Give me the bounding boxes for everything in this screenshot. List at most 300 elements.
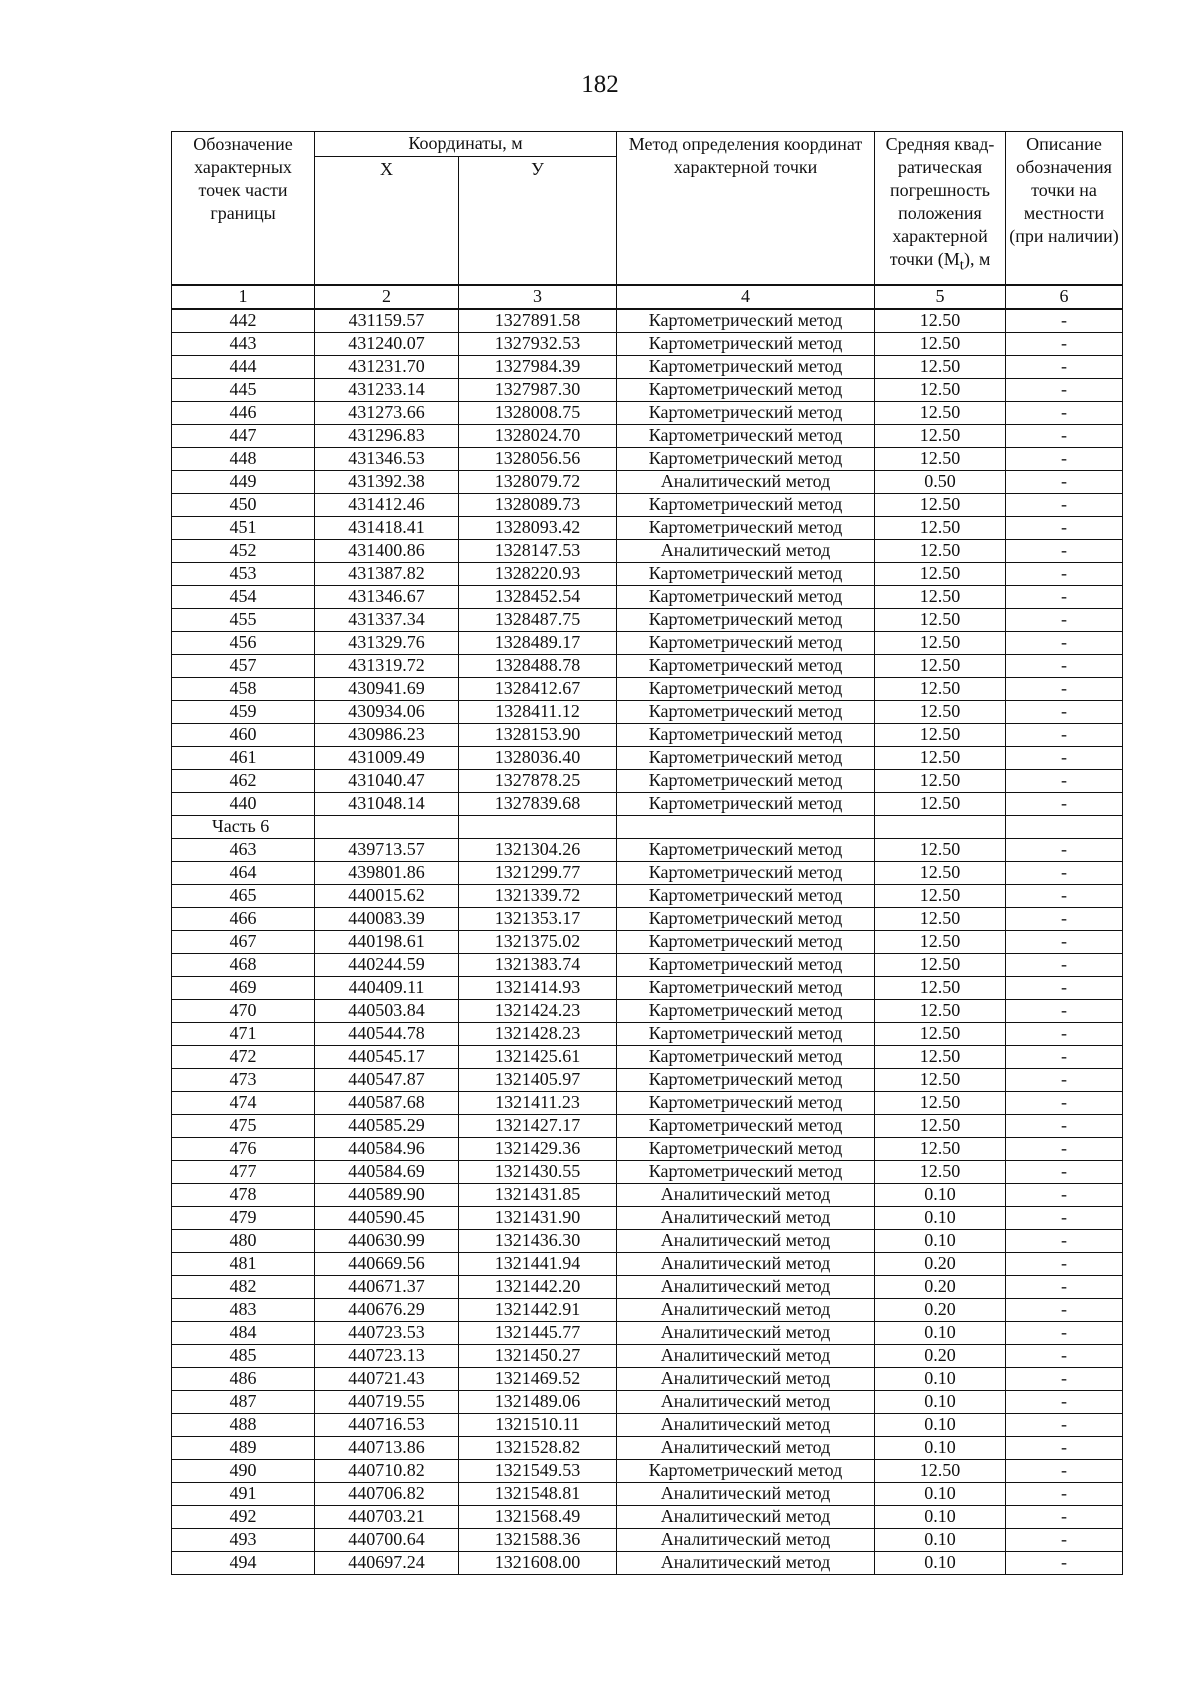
- method-cell: Картометрический метод: [617, 562, 875, 585]
- method-cell: Аналитический метод: [617, 1390, 875, 1413]
- table-row: [172, 1505, 1123, 1528]
- description-cell: -: [1006, 1022, 1123, 1045]
- point-id-cell: 480: [172, 1229, 315, 1252]
- error-cell: 12.50: [875, 447, 1006, 470]
- y-coordinate-cell: 1321429.36: [459, 1137, 617, 1160]
- error-cell: 12.50: [875, 493, 1006, 516]
- method-cell: Картометрический метод: [617, 700, 875, 723]
- x-coordinate-cell: 431319.72: [315, 654, 459, 677]
- x-coordinate-cell: 431240.07: [315, 332, 459, 355]
- point-id-cell: 477: [172, 1160, 315, 1183]
- method-cell: Картометрический метод: [617, 1114, 875, 1137]
- column-number: 4: [617, 285, 875, 309]
- error-cell: 12.50: [875, 746, 1006, 769]
- description-cell: -: [1006, 562, 1123, 585]
- y-coordinate-cell: 1328452.54: [459, 585, 617, 608]
- point-id-cell: 483: [172, 1298, 315, 1321]
- point-id-cell: 488: [172, 1413, 315, 1436]
- description-cell: -: [1006, 677, 1123, 700]
- empty-cell: [315, 815, 459, 838]
- error-cell: 0.10: [875, 1206, 1006, 1229]
- table-row: [172, 861, 1123, 884]
- y-coordinate-cell: 1321411.23: [459, 1091, 617, 1114]
- point-id-cell: 462: [172, 769, 315, 792]
- point-id-cell: 467: [172, 930, 315, 953]
- error-cell: 12.50: [875, 930, 1006, 953]
- table-row: [172, 585, 1123, 608]
- y-coordinate-cell: 1328488.78: [459, 654, 617, 677]
- method-cell: Картометрический метод: [617, 516, 875, 539]
- method-cell: Картометрический метод: [617, 953, 875, 976]
- description-cell: -: [1006, 355, 1123, 378]
- error-cell: 0.10: [875, 1482, 1006, 1505]
- table-row: [172, 1298, 1123, 1321]
- y-coordinate-cell: 1321450.27: [459, 1344, 617, 1367]
- error-cell: 0.10: [875, 1413, 1006, 1436]
- x-coordinate-cell: 431040.47: [315, 769, 459, 792]
- description-cell: -: [1006, 1114, 1123, 1137]
- table-row: [172, 539, 1123, 562]
- description-cell: -: [1006, 884, 1123, 907]
- x-coordinate-cell: 431296.83: [315, 424, 459, 447]
- y-coordinate-cell: 1321424.23: [459, 999, 617, 1022]
- x-coordinate-cell: 440409.11: [315, 976, 459, 999]
- y-coordinate-cell: 1321425.61: [459, 1045, 617, 1068]
- method-cell: Картометрический метод: [617, 585, 875, 608]
- error-cell: 0.10: [875, 1390, 1006, 1413]
- description-cell: -: [1006, 700, 1123, 723]
- description-cell: -: [1006, 1298, 1123, 1321]
- y-coordinate-cell: 1328489.17: [459, 631, 617, 654]
- error-cell: 12.50: [875, 861, 1006, 884]
- table-row: [172, 907, 1123, 930]
- point-id-cell: 453: [172, 562, 315, 585]
- error-cell: 12.50: [875, 309, 1006, 333]
- description-cell: -: [1006, 608, 1123, 631]
- description-cell: -: [1006, 1551, 1123, 1574]
- method-cell: Картометрический метод: [617, 930, 875, 953]
- x-coordinate-cell: 440713.86: [315, 1436, 459, 1459]
- method-cell: Картометрический метод: [617, 493, 875, 516]
- error-cell: 12.50: [875, 1160, 1006, 1183]
- error-cell: 12.50: [875, 907, 1006, 930]
- table-row: [172, 953, 1123, 976]
- table-row: [172, 769, 1123, 792]
- y-coordinate-cell: 1327984.39: [459, 355, 617, 378]
- method-cell: Аналитический метод: [617, 1528, 875, 1551]
- table-row: [172, 1068, 1123, 1091]
- method-cell: Картометрический метод: [617, 677, 875, 700]
- y-coordinate-cell: 1327839.68: [459, 792, 617, 815]
- table-row: [172, 1114, 1123, 1137]
- x-coordinate-cell: 431048.14: [315, 792, 459, 815]
- x-coordinate-cell: 440706.82: [315, 1482, 459, 1505]
- method-cell: Картометрический метод: [617, 309, 875, 333]
- point-id-cell: 489: [172, 1436, 315, 1459]
- x-coordinate-cell: 440697.24: [315, 1551, 459, 1574]
- point-id-cell: 492: [172, 1505, 315, 1528]
- empty-cell: [1006, 815, 1123, 838]
- error-cell: 12.50: [875, 424, 1006, 447]
- table-row: [172, 1482, 1123, 1505]
- y-coordinate-cell: 1321549.53: [459, 1459, 617, 1482]
- description-cell: -: [1006, 1252, 1123, 1275]
- empty-cell: [875, 815, 1006, 838]
- method-cell: Аналитический метод: [617, 1482, 875, 1505]
- y-coordinate-cell: 1321445.77: [459, 1321, 617, 1344]
- description-cell: -: [1006, 792, 1123, 815]
- description-cell: -: [1006, 332, 1123, 355]
- header-point-designation: Обозначение характерных точек части границы: [172, 132, 315, 285]
- point-id-cell: 445: [172, 378, 315, 401]
- point-id-cell: 484: [172, 1321, 315, 1344]
- description-cell: -: [1006, 1505, 1123, 1528]
- x-coordinate-cell: 430934.06: [315, 700, 459, 723]
- method-cell: Аналитический метод: [617, 1275, 875, 1298]
- point-id-cell: 487: [172, 1390, 315, 1413]
- point-id-cell: 472: [172, 1045, 315, 1068]
- table-row: [172, 516, 1123, 539]
- y-coordinate-cell: 1321299.77: [459, 861, 617, 884]
- x-coordinate-cell: 440589.90: [315, 1183, 459, 1206]
- header-description: Описание обозначения точки на местности (при наличии): [1006, 132, 1123, 285]
- description-cell: -: [1006, 585, 1123, 608]
- description-cell: -: [1006, 424, 1123, 447]
- y-coordinate-cell: 1321528.82: [459, 1436, 617, 1459]
- description-cell: -: [1006, 654, 1123, 677]
- error-cell: 12.50: [875, 677, 1006, 700]
- table-row: [172, 608, 1123, 631]
- y-coordinate-cell: 1321510.11: [459, 1413, 617, 1436]
- table-row: [172, 1390, 1123, 1413]
- error-cell: 12.50: [875, 654, 1006, 677]
- method-cell: Аналитический метод: [617, 470, 875, 493]
- table-body: [172, 309, 1123, 1575]
- table-row: [172, 355, 1123, 378]
- x-coordinate-cell: 440585.29: [315, 1114, 459, 1137]
- y-coordinate-cell: 1328412.67: [459, 677, 617, 700]
- error-cell: 0.10: [875, 1551, 1006, 1574]
- method-cell: Аналитический метод: [617, 1206, 875, 1229]
- table-row: [172, 562, 1123, 585]
- method-cell: Картометрический метод: [617, 884, 875, 907]
- y-coordinate-cell: 1321375.02: [459, 930, 617, 953]
- column-number: 5: [875, 285, 1006, 309]
- error-cell: 0.10: [875, 1321, 1006, 1344]
- method-cell: Картометрический метод: [617, 1022, 875, 1045]
- error-cell: 0.20: [875, 1298, 1006, 1321]
- point-id-cell: 478: [172, 1183, 315, 1206]
- error-cell: 12.50: [875, 332, 1006, 355]
- y-coordinate-cell: 1321441.94: [459, 1252, 617, 1275]
- description-cell: -: [1006, 1413, 1123, 1436]
- method-cell: Аналитический метод: [617, 1436, 875, 1459]
- table-row: [172, 309, 1123, 333]
- error-cell: 0.20: [875, 1344, 1006, 1367]
- method-cell: Картометрический метод: [617, 447, 875, 470]
- x-coordinate-cell: 440719.55: [315, 1390, 459, 1413]
- method-cell: Картометрический метод: [617, 355, 875, 378]
- point-id-cell: 449: [172, 470, 315, 493]
- y-coordinate-cell: 1328487.75: [459, 608, 617, 631]
- y-coordinate-cell: 1328093.42: [459, 516, 617, 539]
- error-cell: 12.50: [875, 976, 1006, 999]
- method-cell: Картометрический метод: [617, 654, 875, 677]
- error-cell: 0.20: [875, 1252, 1006, 1275]
- x-coordinate-cell: 440716.53: [315, 1413, 459, 1436]
- table-row: [172, 838, 1123, 861]
- method-cell: Картометрический метод: [617, 631, 875, 654]
- x-coordinate-cell: 440198.61: [315, 930, 459, 953]
- y-coordinate-cell: 1328036.40: [459, 746, 617, 769]
- table-row: [172, 1045, 1123, 1068]
- x-coordinate-cell: 440723.13: [315, 1344, 459, 1367]
- y-coordinate-cell: 1321431.85: [459, 1183, 617, 1206]
- point-id-cell: 470: [172, 999, 315, 1022]
- description-cell: -: [1006, 1275, 1123, 1298]
- method-cell: Аналитический метод: [617, 1551, 875, 1574]
- method-cell: Картометрический метод: [617, 746, 875, 769]
- y-coordinate-cell: 1321442.20: [459, 1275, 617, 1298]
- x-coordinate-cell: 430941.69: [315, 677, 459, 700]
- method-cell: Картометрический метод: [617, 769, 875, 792]
- table-row: [172, 677, 1123, 700]
- method-cell: Картометрический метод: [617, 608, 875, 631]
- y-coordinate-cell: 1321304.26: [459, 838, 617, 861]
- y-coordinate-cell: 1321608.00: [459, 1551, 617, 1574]
- y-coordinate-cell: 1321442.91: [459, 1298, 617, 1321]
- description-cell: -: [1006, 723, 1123, 746]
- y-coordinate-cell: 1321489.06: [459, 1390, 617, 1413]
- header-error-text: Средняя квадратическая погрешность положения характерной точки (М: [885, 134, 995, 269]
- table-row: [172, 1344, 1123, 1367]
- x-coordinate-cell: 440544.78: [315, 1022, 459, 1045]
- error-cell: 0.10: [875, 1505, 1006, 1528]
- header-x: Х: [315, 157, 459, 285]
- description-cell: -: [1006, 378, 1123, 401]
- table-row: [172, 1436, 1123, 1459]
- point-id-cell: 482: [172, 1275, 315, 1298]
- method-cell: Аналитический метод: [617, 1413, 875, 1436]
- method-cell: Аналитический метод: [617, 1367, 875, 1390]
- header-error-subscript: t: [959, 257, 964, 274]
- point-id-cell: 452: [172, 539, 315, 562]
- y-coordinate-cell: 1321548.81: [459, 1482, 617, 1505]
- method-cell: Картометрический метод: [617, 378, 875, 401]
- point-id-cell: 479: [172, 1206, 315, 1229]
- error-cell: 0.10: [875, 1528, 1006, 1551]
- description-cell: -: [1006, 401, 1123, 424]
- method-cell: Аналитический метод: [617, 539, 875, 562]
- table-row: [172, 1551, 1123, 1574]
- error-cell: 12.50: [875, 562, 1006, 585]
- x-coordinate-cell: 440015.62: [315, 884, 459, 907]
- error-cell: 0.10: [875, 1436, 1006, 1459]
- method-cell: Картометрический метод: [617, 976, 875, 999]
- description-cell: -: [1006, 1137, 1123, 1160]
- point-id-cell: 451: [172, 516, 315, 539]
- y-coordinate-cell: 1321588.36: [459, 1528, 617, 1551]
- error-cell: 12.50: [875, 884, 1006, 907]
- error-cell: 12.50: [875, 792, 1006, 815]
- table-row: [172, 1367, 1123, 1390]
- x-coordinate-cell: 440590.45: [315, 1206, 459, 1229]
- method-cell: Картометрический метод: [617, 401, 875, 424]
- point-id-cell: 474: [172, 1091, 315, 1114]
- y-coordinate-cell: 1321414.93: [459, 976, 617, 999]
- column-number: 3: [459, 285, 617, 309]
- error-cell: 12.50: [875, 516, 1006, 539]
- method-cell: Аналитический метод: [617, 1505, 875, 1528]
- table-header: [172, 132, 1123, 309]
- point-id-cell: 446: [172, 401, 315, 424]
- method-cell: Аналитический метод: [617, 1229, 875, 1252]
- description-cell: -: [1006, 1390, 1123, 1413]
- error-cell: 0.10: [875, 1183, 1006, 1206]
- description-cell: -: [1006, 631, 1123, 654]
- point-id-cell: 486: [172, 1367, 315, 1390]
- method-cell: Аналитический метод: [617, 1252, 875, 1275]
- point-id-cell: 468: [172, 953, 315, 976]
- part-header-row: [172, 815, 1123, 838]
- point-id-cell: 463: [172, 838, 315, 861]
- description-cell: -: [1006, 1229, 1123, 1252]
- x-coordinate-cell: 440676.29: [315, 1298, 459, 1321]
- description-cell: -: [1006, 1068, 1123, 1091]
- point-id-cell: 460: [172, 723, 315, 746]
- method-cell: Картометрический метод: [617, 723, 875, 746]
- table-row: [172, 424, 1123, 447]
- description-cell: -: [1006, 1160, 1123, 1183]
- point-id-cell: 466: [172, 907, 315, 930]
- table-row: [172, 1275, 1123, 1298]
- table-row: [172, 1160, 1123, 1183]
- table-row: [172, 493, 1123, 516]
- description-cell: -: [1006, 1459, 1123, 1482]
- error-cell: 12.50: [875, 1022, 1006, 1045]
- error-cell: 12.50: [875, 1045, 1006, 1068]
- x-coordinate-cell: 440503.84: [315, 999, 459, 1022]
- point-id-cell: 448: [172, 447, 315, 470]
- table-row: [172, 1229, 1123, 1252]
- x-coordinate-cell: 440584.69: [315, 1160, 459, 1183]
- point-id-cell: 461: [172, 746, 315, 769]
- error-cell: 12.50: [875, 700, 1006, 723]
- header-method: Метод определения координат характерной точки: [617, 132, 875, 285]
- method-cell: Аналитический метод: [617, 1298, 875, 1321]
- page-number: 182: [581, 71, 619, 98]
- point-id-cell: 473: [172, 1068, 315, 1091]
- method-cell: Картометрический метод: [617, 792, 875, 815]
- description-cell: -: [1006, 861, 1123, 884]
- method-cell: Картометрический метод: [617, 1068, 875, 1091]
- table-row: [172, 700, 1123, 723]
- y-coordinate-cell: 1321383.74: [459, 953, 617, 976]
- error-cell: 12.50: [875, 585, 1006, 608]
- x-coordinate-cell: 431387.82: [315, 562, 459, 585]
- table-row: [172, 1528, 1123, 1551]
- x-coordinate-cell: 440710.82: [315, 1459, 459, 1482]
- table-row: [172, 746, 1123, 769]
- empty-cell: [617, 815, 875, 838]
- x-coordinate-cell: 440721.43: [315, 1367, 459, 1390]
- point-id-cell: 464: [172, 861, 315, 884]
- description-cell: -: [1006, 1321, 1123, 1344]
- y-coordinate-cell: 1321568.49: [459, 1505, 617, 1528]
- point-id-cell: 454: [172, 585, 315, 608]
- x-coordinate-cell: 440630.99: [315, 1229, 459, 1252]
- table-row: [172, 1022, 1123, 1045]
- description-cell: -: [1006, 493, 1123, 516]
- point-id-cell: 443: [172, 332, 315, 355]
- x-coordinate-cell: 431400.86: [315, 539, 459, 562]
- y-coordinate-cell: 1328411.12: [459, 700, 617, 723]
- method-cell: Аналитический метод: [617, 1183, 875, 1206]
- description-cell: -: [1006, 1367, 1123, 1390]
- x-coordinate-cell: 431346.53: [315, 447, 459, 470]
- description-cell: -: [1006, 907, 1123, 930]
- error-cell: 12.50: [875, 539, 1006, 562]
- point-id-cell: 494: [172, 1551, 315, 1574]
- point-id-cell: 459: [172, 700, 315, 723]
- y-coordinate-cell: 1327987.30: [459, 378, 617, 401]
- description-cell: -: [1006, 838, 1123, 861]
- point-id-cell: 444: [172, 355, 315, 378]
- y-coordinate-cell: 1328147.53: [459, 539, 617, 562]
- error-cell: 12.50: [875, 723, 1006, 746]
- y-coordinate-cell: 1328220.93: [459, 562, 617, 585]
- description-cell: -: [1006, 447, 1123, 470]
- y-coordinate-cell: 1321428.23: [459, 1022, 617, 1045]
- description-cell: -: [1006, 516, 1123, 539]
- table-row: [172, 654, 1123, 677]
- x-coordinate-cell: 431346.67: [315, 585, 459, 608]
- error-cell: 0.10: [875, 1367, 1006, 1390]
- description-cell: -: [1006, 769, 1123, 792]
- table-row: [172, 930, 1123, 953]
- error-cell: 12.50: [875, 1068, 1006, 1091]
- table-row: [172, 1252, 1123, 1275]
- column-number: 1: [172, 285, 315, 309]
- table-row: [172, 332, 1123, 355]
- point-id-cell: 458: [172, 677, 315, 700]
- description-cell: -: [1006, 1045, 1123, 1068]
- table-row: [172, 723, 1123, 746]
- description-cell: -: [1006, 976, 1123, 999]
- table-row: [172, 1321, 1123, 1344]
- description-cell: -: [1006, 309, 1123, 333]
- error-cell: 12.50: [875, 1137, 1006, 1160]
- error-cell: 12.50: [875, 401, 1006, 424]
- method-cell: Картометрический метод: [617, 424, 875, 447]
- y-coordinate-cell: 1321405.97: [459, 1068, 617, 1091]
- point-id-cell: 481: [172, 1252, 315, 1275]
- header-coordinates: Координаты, м: [315, 132, 617, 157]
- description-cell: -: [1006, 1482, 1123, 1505]
- x-coordinate-cell: 440700.64: [315, 1528, 459, 1551]
- y-coordinate-cell: 1321436.30: [459, 1229, 617, 1252]
- x-coordinate-cell: 440083.39: [315, 907, 459, 930]
- y-coordinate-cell: 1328089.73: [459, 493, 617, 516]
- method-cell: Картометрический метод: [617, 907, 875, 930]
- table-row: [172, 447, 1123, 470]
- coordinates-table: [171, 131, 1123, 1575]
- method-cell: Аналитический метод: [617, 1321, 875, 1344]
- table-row: [172, 1459, 1123, 1482]
- x-coordinate-cell: 431159.57: [315, 309, 459, 333]
- point-id-cell: 471: [172, 1022, 315, 1045]
- point-id-cell: 450: [172, 493, 315, 516]
